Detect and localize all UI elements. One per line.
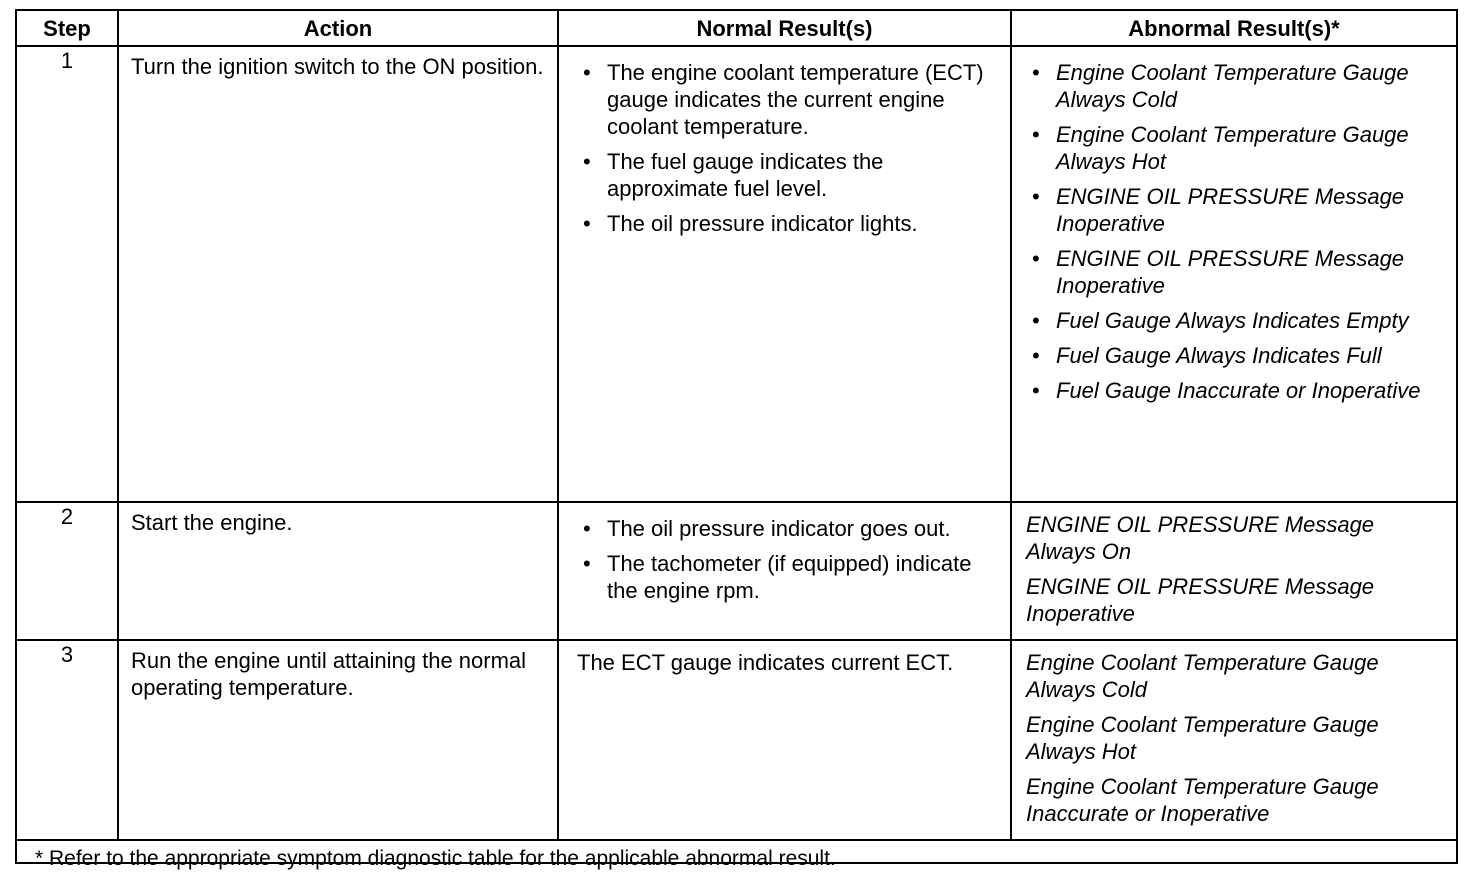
header-abnormal-results: Abnormal Result(s)* <box>1011 11 1456 46</box>
abnormal-result-text: Engine Coolant Temperature Gauge Always Hot <box>1056 122 1409 174</box>
action-cell: Turn the ignition switch to the ON position. <box>118 46 558 502</box>
normal-result-text: The fuel gauge indicates the approximate fuel level. <box>607 149 884 201</box>
table-row <box>17 46 1456 502</box>
step-number: 3 <box>17 640 118 840</box>
bullet-glyph: • <box>583 516 591 541</box>
footnote: * Refer to the appropriate symptom diagnostic table for the applicable abnormal result. <box>17 840 1456 875</box>
diagnostic-table-sheet <box>15 9 1458 870</box>
normal-results-cell <box>558 46 1011 502</box>
abnormal-result-text: Engine Coolant Temperature Gauge Inaccurate or Inoperative <box>1026 774 1379 826</box>
list-item <box>577 210 1000 237</box>
bullet-glyph: • <box>583 149 591 174</box>
header-row <box>17 11 1456 46</box>
list-item <box>1026 245 1446 299</box>
abnormal-results-cell <box>1011 640 1456 840</box>
abnormal-result-text: Engine Coolant Temperature Gauge Always Cold <box>1026 650 1379 702</box>
list-item <box>1026 342 1446 369</box>
normal-results-cell <box>558 502 1011 640</box>
header-normal-results: Normal Result(s) <box>558 11 1011 46</box>
action-cell: Run the engine until attaining the normal operating temperature. <box>118 640 558 840</box>
table-row <box>17 502 1456 640</box>
abnormal-results-cell <box>1011 46 1456 502</box>
abnormal-result-text: ENGINE OIL PRESSURE Message Always On <box>1026 512 1375 564</box>
bullet-glyph: • <box>1032 378 1040 403</box>
abnormal-result-text: ENGINE OIL PRESSURE Message Inoperative <box>1056 184 1405 236</box>
action-cell: Start the engine. <box>118 502 558 640</box>
abnormal-result-text: Fuel Gauge Inaccurate or Inoperative <box>1056 378 1421 403</box>
list-item <box>577 59 1000 140</box>
bullet-glyph: • <box>1032 308 1040 333</box>
list-item <box>1026 377 1446 404</box>
normal-result-text: The tachometer (if equipped) indicate the engine rpm. <box>607 551 972 603</box>
normal-result-text: The oil pressure indicator lights. <box>607 211 918 236</box>
normal-results-cell: The ECT gauge indicates current ECT. <box>558 640 1011 840</box>
abnormal-result-text: ENGINE OIL PRESSURE Message Inoperative <box>1026 574 1375 626</box>
header-action: Action <box>118 11 558 46</box>
list-item <box>577 148 1000 202</box>
list-item <box>1026 183 1446 237</box>
list-item <box>1026 59 1446 113</box>
list-item <box>1026 121 1446 175</box>
abnormal-result-text: Fuel Gauge Always Indicates Full <box>1056 343 1382 368</box>
bullet-glyph: • <box>1032 246 1040 271</box>
abnormal-result-text: ENGINE OIL PRESSURE Message Inoperative <box>1056 246 1405 298</box>
abnormal-results-cell <box>1011 502 1456 640</box>
list-item <box>1026 307 1446 334</box>
abnormal-result-text: Engine Coolant Temperature Gauge Always Hot <box>1026 712 1379 764</box>
bullet-glyph: • <box>1032 60 1040 85</box>
table-row <box>17 640 1456 840</box>
step-number: 1 <box>17 46 118 502</box>
diagnostic-table <box>17 11 1456 875</box>
normal-result-text: The engine coolant temperature (ECT) gauge indicates the current engine coolant temperature. <box>607 60 984 139</box>
bullet-glyph: • <box>1032 122 1040 147</box>
bullet-glyph: • <box>1032 343 1040 368</box>
footnote-row <box>17 840 1456 875</box>
list-item <box>577 515 1000 542</box>
bullet-glyph: • <box>583 60 591 85</box>
abnormal-result-text: Fuel Gauge Always Indicates Empty <box>1056 308 1409 333</box>
step-number: 2 <box>17 502 118 640</box>
bullet-glyph: • <box>583 211 591 236</box>
bullet-glyph: • <box>1032 184 1040 209</box>
bullet-glyph: • <box>583 551 591 576</box>
list-item <box>577 550 1000 604</box>
normal-result-text: The oil pressure indicator goes out. <box>607 516 951 541</box>
abnormal-result-text: Engine Coolant Temperature Gauge Always Cold <box>1056 60 1409 112</box>
header-step: Step <box>17 11 118 46</box>
